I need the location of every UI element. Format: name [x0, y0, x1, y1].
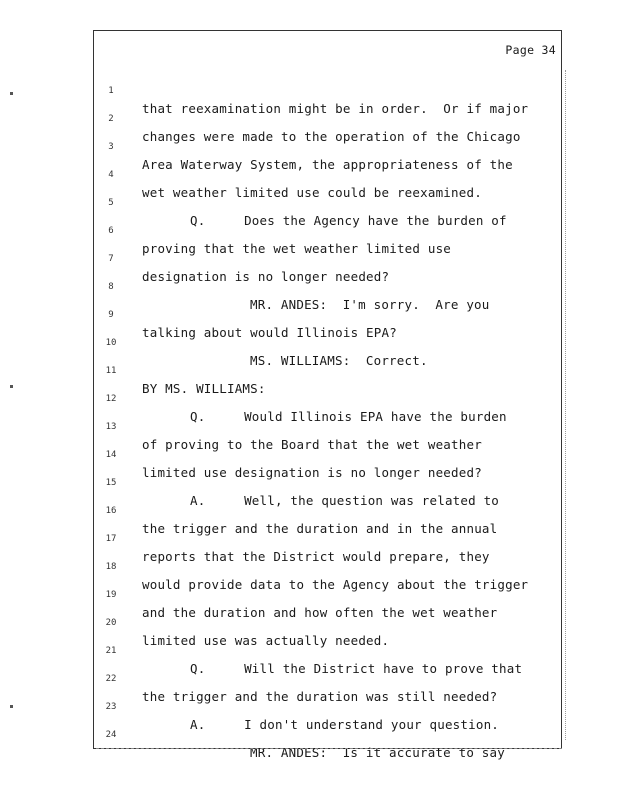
line-number: 23 [105, 702, 117, 712]
line-text: limited use was actually needed. [142, 633, 390, 648]
line-number: 22 [105, 674, 117, 684]
line-text: MS. WILLIAMS: Correct. [250, 353, 428, 368]
line-number: 20 [105, 618, 117, 628]
transcript-line [0, 316, 618, 368]
line-number: 24 [105, 730, 117, 740]
line-text: reports that the District would prepare, they [142, 549, 490, 564]
line-number: 7 [108, 254, 114, 264]
line-number: 14 [105, 450, 117, 460]
line-number: 1 [108, 86, 114, 96]
line-text: the trigger and the duration and in the annual [142, 521, 498, 536]
transcript-line [0, 372, 618, 424]
line-text: Q. Will the District have to prove that [190, 661, 523, 676]
line-number: 19 [105, 590, 117, 600]
line-text: talking about would Illinois EPA? [142, 325, 397, 340]
line-number: 2 [108, 114, 114, 124]
transcript-line [0, 92, 618, 144]
line-text: Q. Would Illinois EPA have the burden [190, 409, 507, 424]
line-text: BY MS. WILLIAMS: [142, 381, 266, 396]
line-number: 18 [105, 562, 117, 572]
transcript-line [0, 512, 618, 564]
line-text: proving that the wet weather limited use [142, 241, 452, 256]
line-text: changes were made to the operation of the Chicago [142, 129, 521, 144]
line-number: 3 [108, 142, 114, 152]
line-text: Q. Does the Agency have the burden of [190, 213, 507, 228]
transcript-line [0, 400, 618, 452]
line-number: 13 [105, 422, 117, 432]
line-number: 9 [108, 310, 114, 320]
line-text: limited use designation is no longer needed? [142, 465, 482, 480]
transcript-line [0, 456, 618, 508]
line-text: that reexamination might be in order. Or if major [142, 101, 529, 116]
line-number: 10 [105, 338, 117, 348]
transcript-line [0, 204, 618, 256]
line-text: would provide data to the Agency about the trigger [142, 577, 529, 592]
line-number: 5 [108, 198, 114, 208]
transcript-line [0, 344, 618, 396]
line-text: wet weather limited use could be reexamined. [142, 185, 482, 200]
transcript-line [0, 624, 618, 676]
bottom-rule [96, 748, 562, 749]
transcript-line [0, 568, 618, 620]
line-text: A. Well, the question was related to [190, 493, 500, 508]
line-number: 4 [108, 170, 114, 180]
transcript-line [0, 680, 618, 732]
transcript-line [0, 120, 618, 172]
line-text: MR. ANDES: I'm sorry. Are you [250, 297, 490, 312]
transcript-line [0, 428, 618, 480]
transcript-line [0, 484, 618, 536]
line-text: and the duration and how often the wet weather [142, 605, 498, 620]
transcript-line [0, 596, 618, 648]
line-text: the trigger and the duration was still needed? [142, 689, 498, 704]
line-text: designation is no longer needed? [142, 269, 390, 284]
transcript-line [0, 260, 618, 312]
transcript-line [0, 288, 618, 340]
transcript-line [0, 708, 618, 760]
transcript-line [0, 232, 618, 284]
line-number: 11 [105, 366, 117, 376]
page-number: Page 34 [505, 43, 556, 57]
transcript-line [0, 540, 618, 592]
transcript-line [0, 148, 618, 200]
transcript-line [0, 652, 618, 704]
line-number: 8 [108, 282, 114, 292]
line-number: 12 [105, 394, 117, 404]
line-number: 17 [105, 534, 117, 544]
line-text: A. I don't understand your question. [190, 717, 500, 732]
line-number: 15 [105, 478, 117, 488]
line-text: MR. ANDES: Is it accurate to say [250, 745, 505, 760]
transcript-line [0, 176, 618, 228]
line-number: 16 [105, 506, 117, 516]
line-number: 6 [108, 226, 114, 236]
line-number: 21 [105, 646, 117, 656]
line-text: Area Waterway System, the appropriateness of the [142, 157, 513, 172]
transcript-line [0, 64, 618, 116]
line-text: of proving to the Board that the wet weather [142, 437, 482, 452]
